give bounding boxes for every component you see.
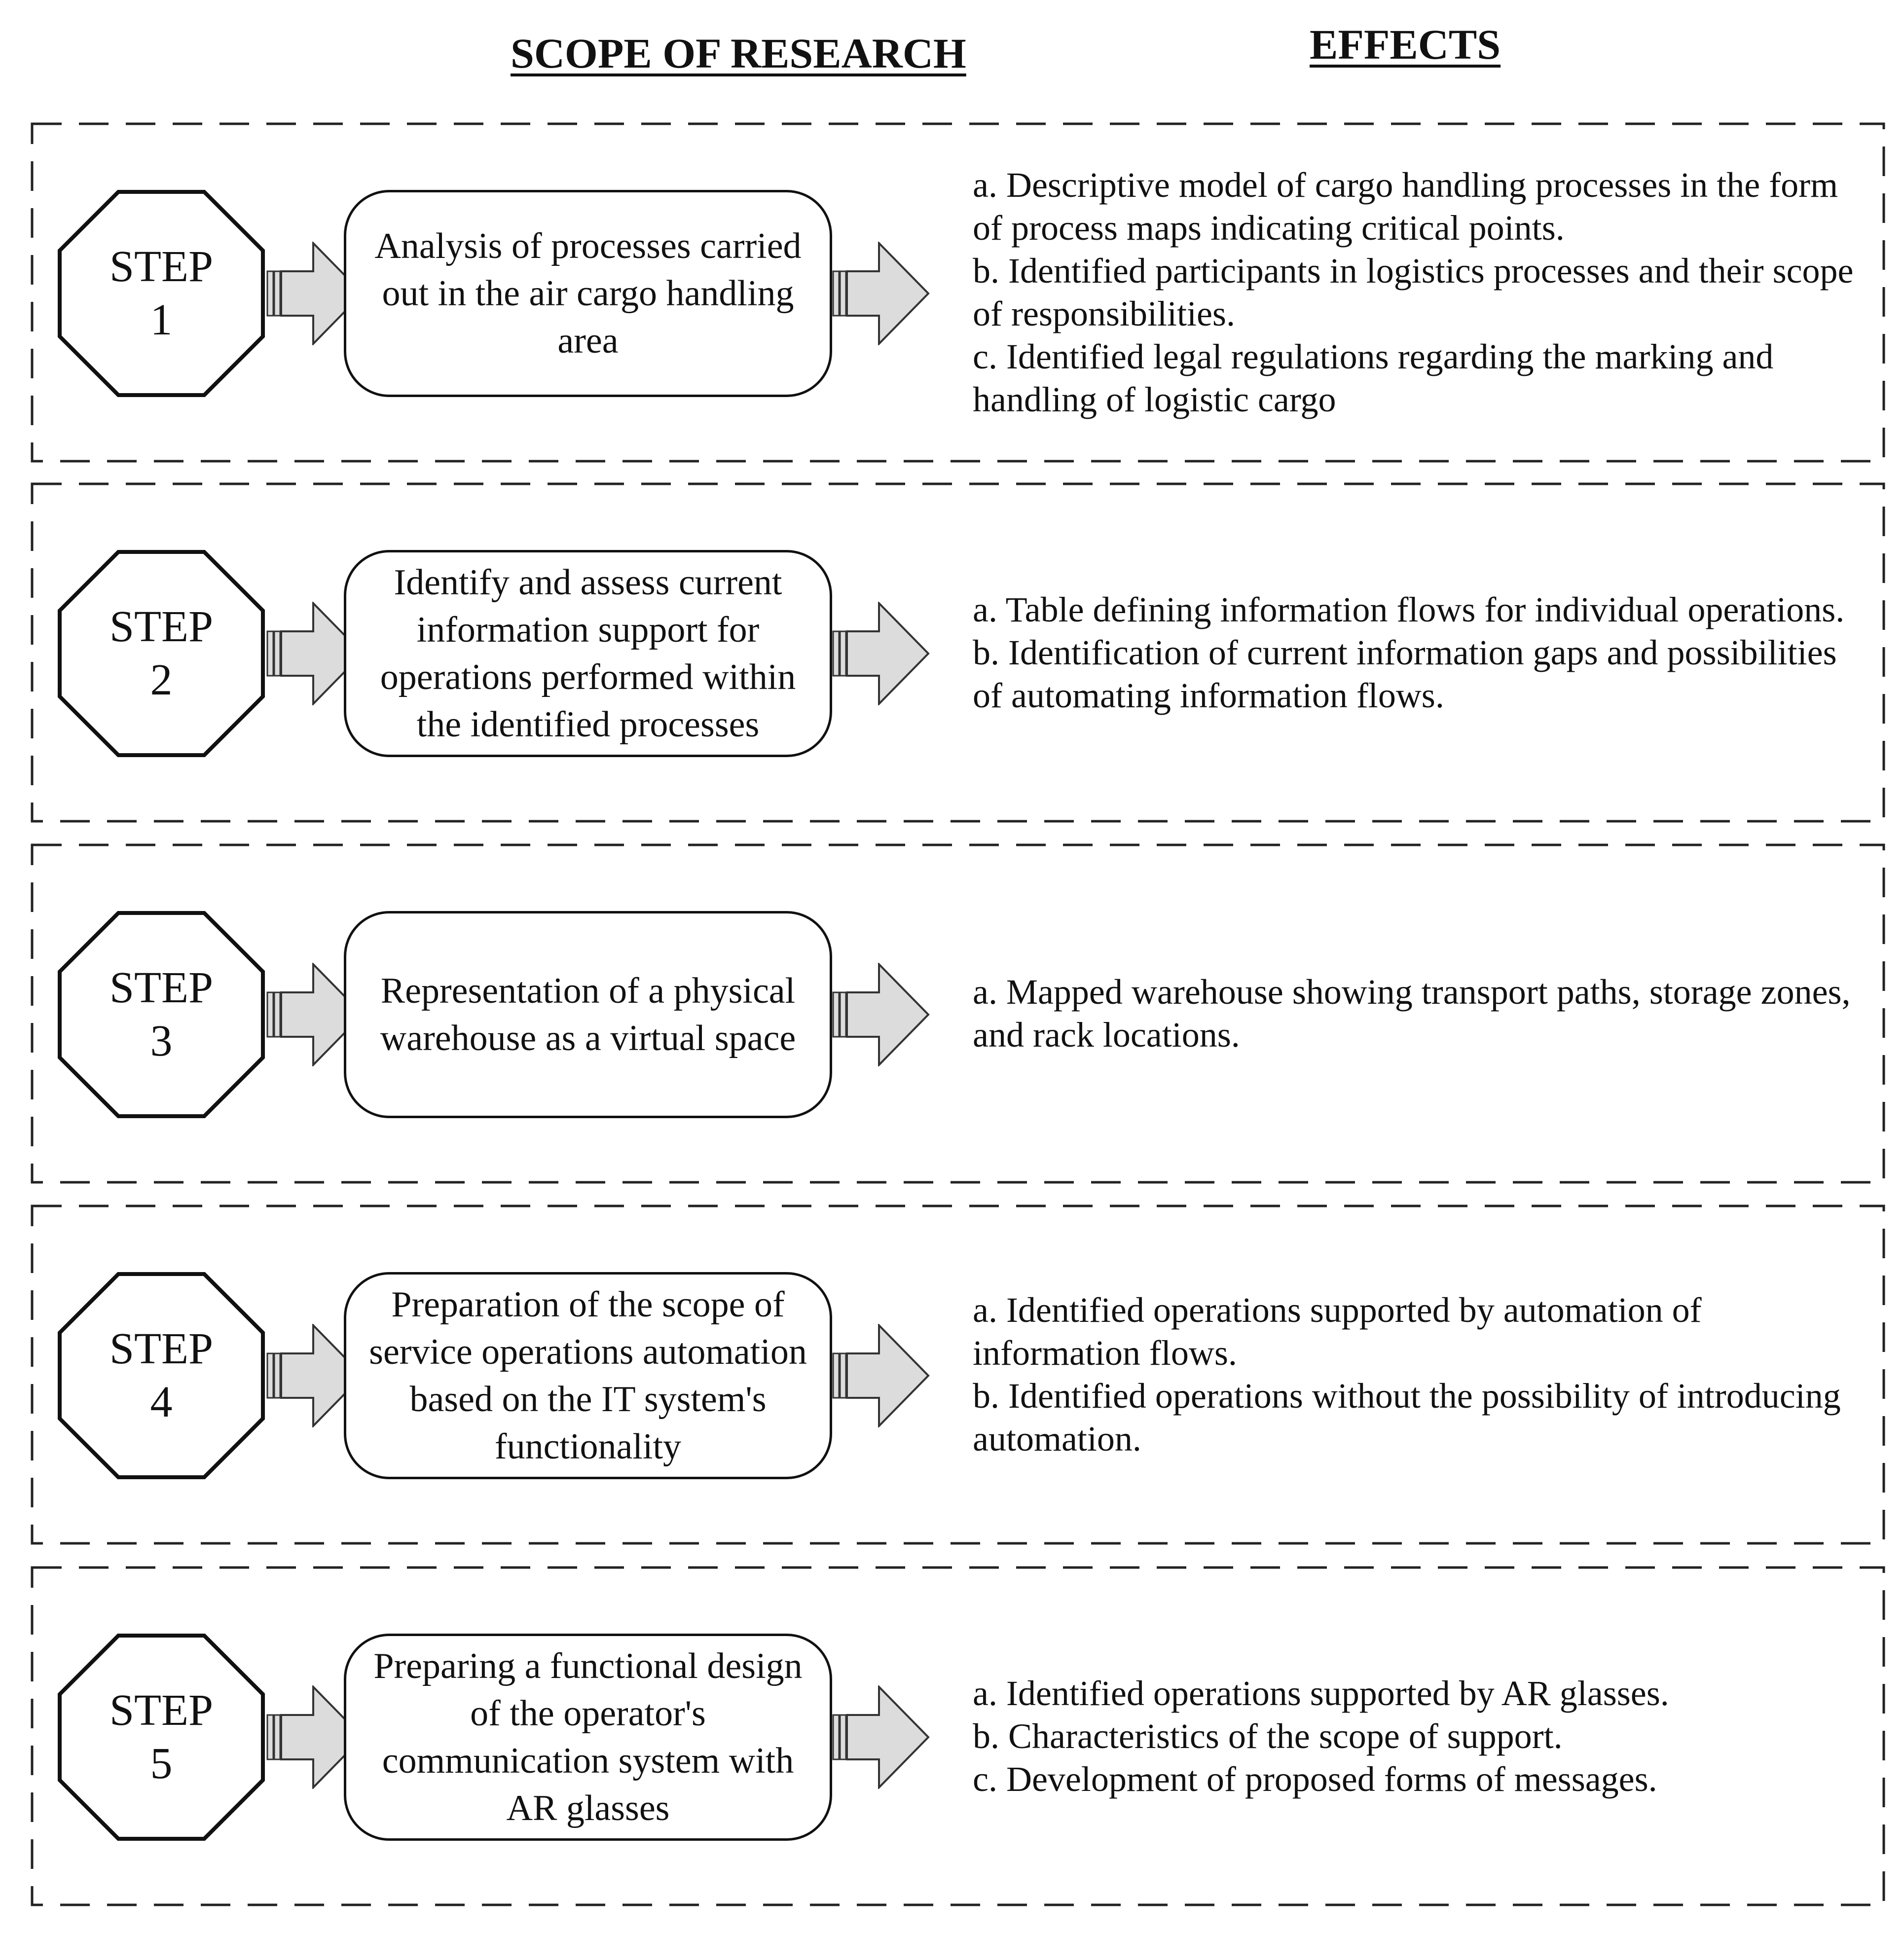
effect-item: b. Identified participants in logistics processes and their scope of responsibilities. bbox=[973, 251, 1854, 333]
step-label: STEP bbox=[109, 1686, 214, 1735]
step-row-1 bbox=[31, 122, 1885, 463]
step-number: 4 bbox=[150, 1378, 173, 1426]
scope-text: Analysis of processes carried out in the air cargo handling area bbox=[374, 226, 802, 361]
step-badge bbox=[58, 190, 265, 397]
step-row-3 bbox=[31, 843, 1885, 1184]
step-badge bbox=[58, 1634, 265, 1841]
effect-item: b. Identified operations without the possibility of introducing automation. bbox=[973, 1376, 1841, 1459]
step-row-5 bbox=[31, 1566, 1885, 1906]
effect-item: a. Descriptive model of cargo handling processes in the form of process maps indicating critical points. bbox=[973, 165, 1838, 248]
effects-list bbox=[973, 1204, 1870, 1545]
effect-item: b. Identification of current information gaps and possibilities of automating information flows. bbox=[973, 632, 1837, 715]
step-badge bbox=[58, 911, 265, 1118]
right-arrow-icon bbox=[832, 242, 931, 345]
scope-box bbox=[344, 1634, 832, 1841]
right-arrow-icon bbox=[832, 1324, 931, 1427]
step-row-4 bbox=[31, 1204, 1885, 1545]
scope-box bbox=[344, 190, 832, 397]
scope-box bbox=[344, 911, 832, 1118]
step-number: 3 bbox=[150, 1017, 173, 1065]
step-number: 1 bbox=[150, 295, 173, 344]
scope-text: Preparing a functional design of the operator's communication system with AR glasses bbox=[373, 1646, 803, 1828]
step-badge bbox=[58, 550, 265, 757]
step-number: 2 bbox=[150, 656, 173, 704]
effect-item: b. Characteristics of the scope of support. bbox=[973, 1716, 1563, 1756]
scope-text: Preparation of the scope of service operations automation based on the IT system's functionality bbox=[369, 1284, 807, 1467]
step-label: STEP bbox=[109, 242, 214, 291]
step-row-2 bbox=[31, 482, 1885, 823]
effects-list bbox=[973, 482, 1870, 823]
effect-item: a. Table defining information flows for individual operations. bbox=[973, 589, 1845, 629]
scope-box bbox=[344, 550, 832, 757]
effect-item: a. Identified operations supported by automation of information flows. bbox=[973, 1290, 1702, 1373]
right-arrow-icon bbox=[832, 602, 931, 705]
scope-text: Representation of a physical warehouse as a virtual space bbox=[380, 971, 796, 1058]
step-label: STEP bbox=[109, 1324, 214, 1373]
effects-list bbox=[973, 1566, 1870, 1906]
effect-item: c. Development of proposed forms of messages. bbox=[973, 1759, 1657, 1799]
effects-list bbox=[973, 122, 1870, 463]
effect-item: c. Identified legal regulations regarding the marking and handling of logistic cargo bbox=[973, 337, 1774, 419]
scope-text: Identify and assess current information support for operations performed within the identified processes bbox=[380, 562, 796, 745]
effect-item: a. Identified operations supported by AR glasses. bbox=[973, 1673, 1669, 1713]
effect-item: a. Mapped warehouse showing transport paths, storage zones, and rack locations. bbox=[973, 972, 1851, 1055]
right-arrow-icon bbox=[832, 963, 931, 1066]
step-label: STEP bbox=[109, 963, 214, 1012]
effects-header: EFFECTS bbox=[1310, 21, 1501, 68]
step-badge bbox=[58, 1272, 265, 1479]
scope-of-research-header: SCOPE OF RESEARCH bbox=[511, 30, 966, 77]
effects-list bbox=[973, 843, 1870, 1184]
scope-box bbox=[344, 1272, 832, 1479]
right-arrow-icon bbox=[832, 1685, 931, 1789]
step-label: STEP bbox=[109, 602, 214, 651]
step-number: 5 bbox=[150, 1739, 173, 1788]
